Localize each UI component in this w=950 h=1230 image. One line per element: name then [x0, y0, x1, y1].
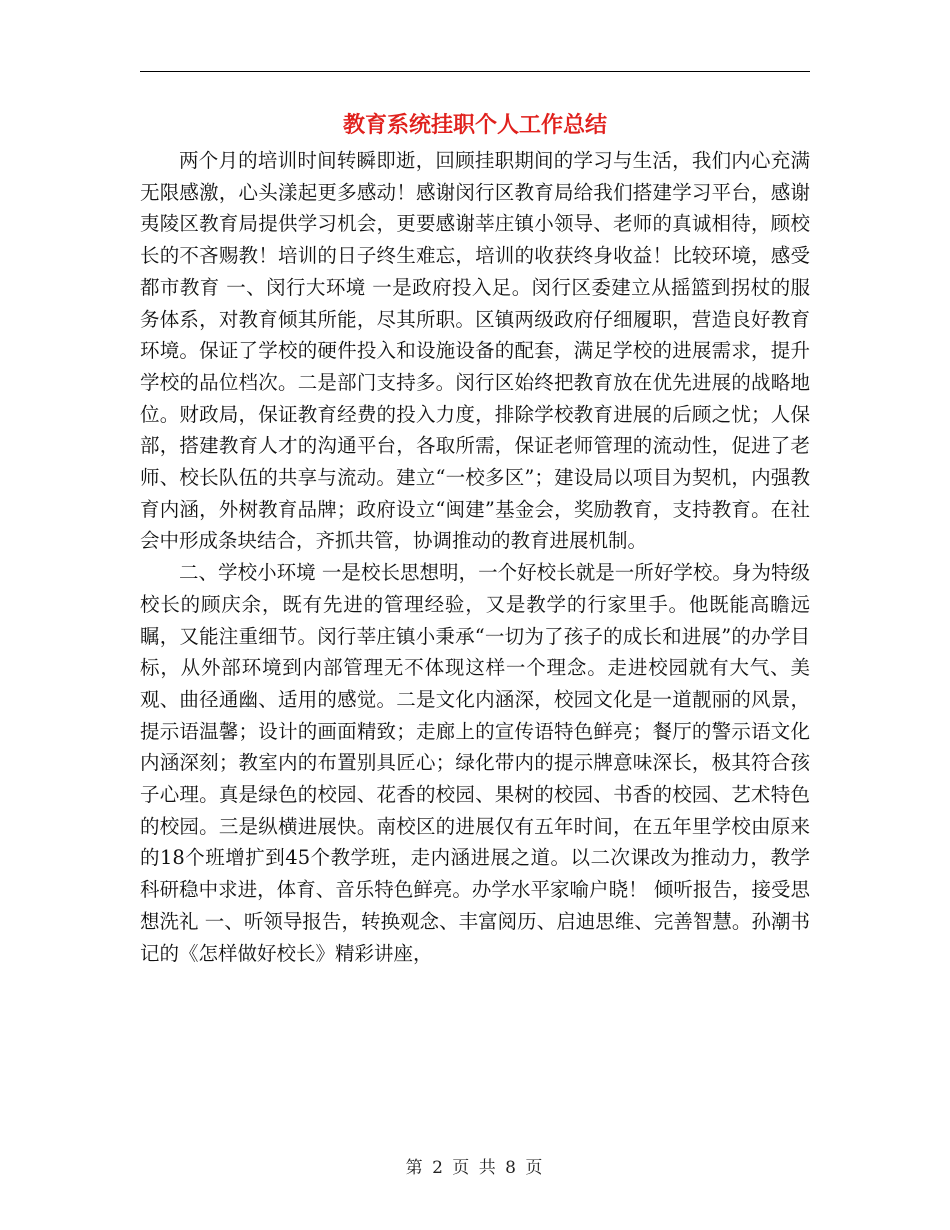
page-number: 第 2 页 共 8 页: [405, 1158, 545, 1178]
paragraph-2: 二、学校小环境 一是校长思想明，一个好校长就是一所好学校。身为特级校长的顾庆余，既有先进的管理经验，又是教学的行家里手。他既能高瞻远瞩，又能注重细节。闵行莘庄镇小秉承“一切为了孩子的成长和进展”的办学目标，从外部环境到内部管理无不体现这样一个理念。走进校园就有大气、美观、曲径通幽、适用的感觉。二是文化内涵深，校园文化是一道靓丽的风景，提示语温馨；设计的画面精致；走廊上的宣传语特色鲜亮；餐厅的警示语文化内涵深刻；教室内的布置别具匠心；绿化带内的提示牌意味深长，极其符合孩子心理。真是绿色的校园、花香的校园、果树的校园、书香的校园、艺术特色的校园。三是纵横进展快。南校区的进展仅有五年时间，在五年里学校由原来的18个班增扩到45个教学班，走内涵进展之道。以二次课改为推动力，教学科研稳中求进，体育、音乐特色鲜亮。办学水平家喻户晓！ 倾听报告，接受思想洗礼 一、听领导报告，转换观念、丰富阅历、启迪思维、完善智慧。孙潮书记的《怎样做好校长》精彩讲座，: [140, 561, 810, 965]
document-body: [140, 145, 810, 969]
document-title: 教育系统挂职个人工作总结: [342, 112, 607, 138]
paragraph-1: 两个月的培训时间转瞬即逝，回顾挂职期间的学习与生活，我们内心充满无限感激，心头漾起更多感动！感谢闵行区教育局给我们搭建学习平台，感谢夷陵区教育局提供学习机会，更要感谢莘庄镇小领导、老师的真诚相待，顾校长的不吝赐教！培训的日子终生难忘，培训的收获终身收益！比较环境，感受都市教育 一、闵行大环境 一是政府投入足。闵行区委建立从摇篮到拐杖的服务体系，对教育倾其所能，尽其所职。区镇两级政府仔细履职，营造良好教育环境。保证了学校的硬件投入和设施设备的配套，满足学校的进展需求，提升学校的品位档次。二是部门支持多。闵行区始终把教育放在优先进展的战略地位。财政局，保证教育经费的投入力度，排除学校教育进展的后顾之忧；人保部，搭建教育人才的沟通平台，各取所需，保证老师管理的流动性，促进了老师、校长队伍的共享与流动。建立“一校多区”；建设局以项目为契机，内强教育内涵，外树教育品牌；政府设立“闽建”基金会，奖励教育，支持教育。在社会中形成条块结合，齐抓共管，协调推动的教育进展机制。: [140, 149, 810, 553]
header-rule: [140, 71, 810, 72]
